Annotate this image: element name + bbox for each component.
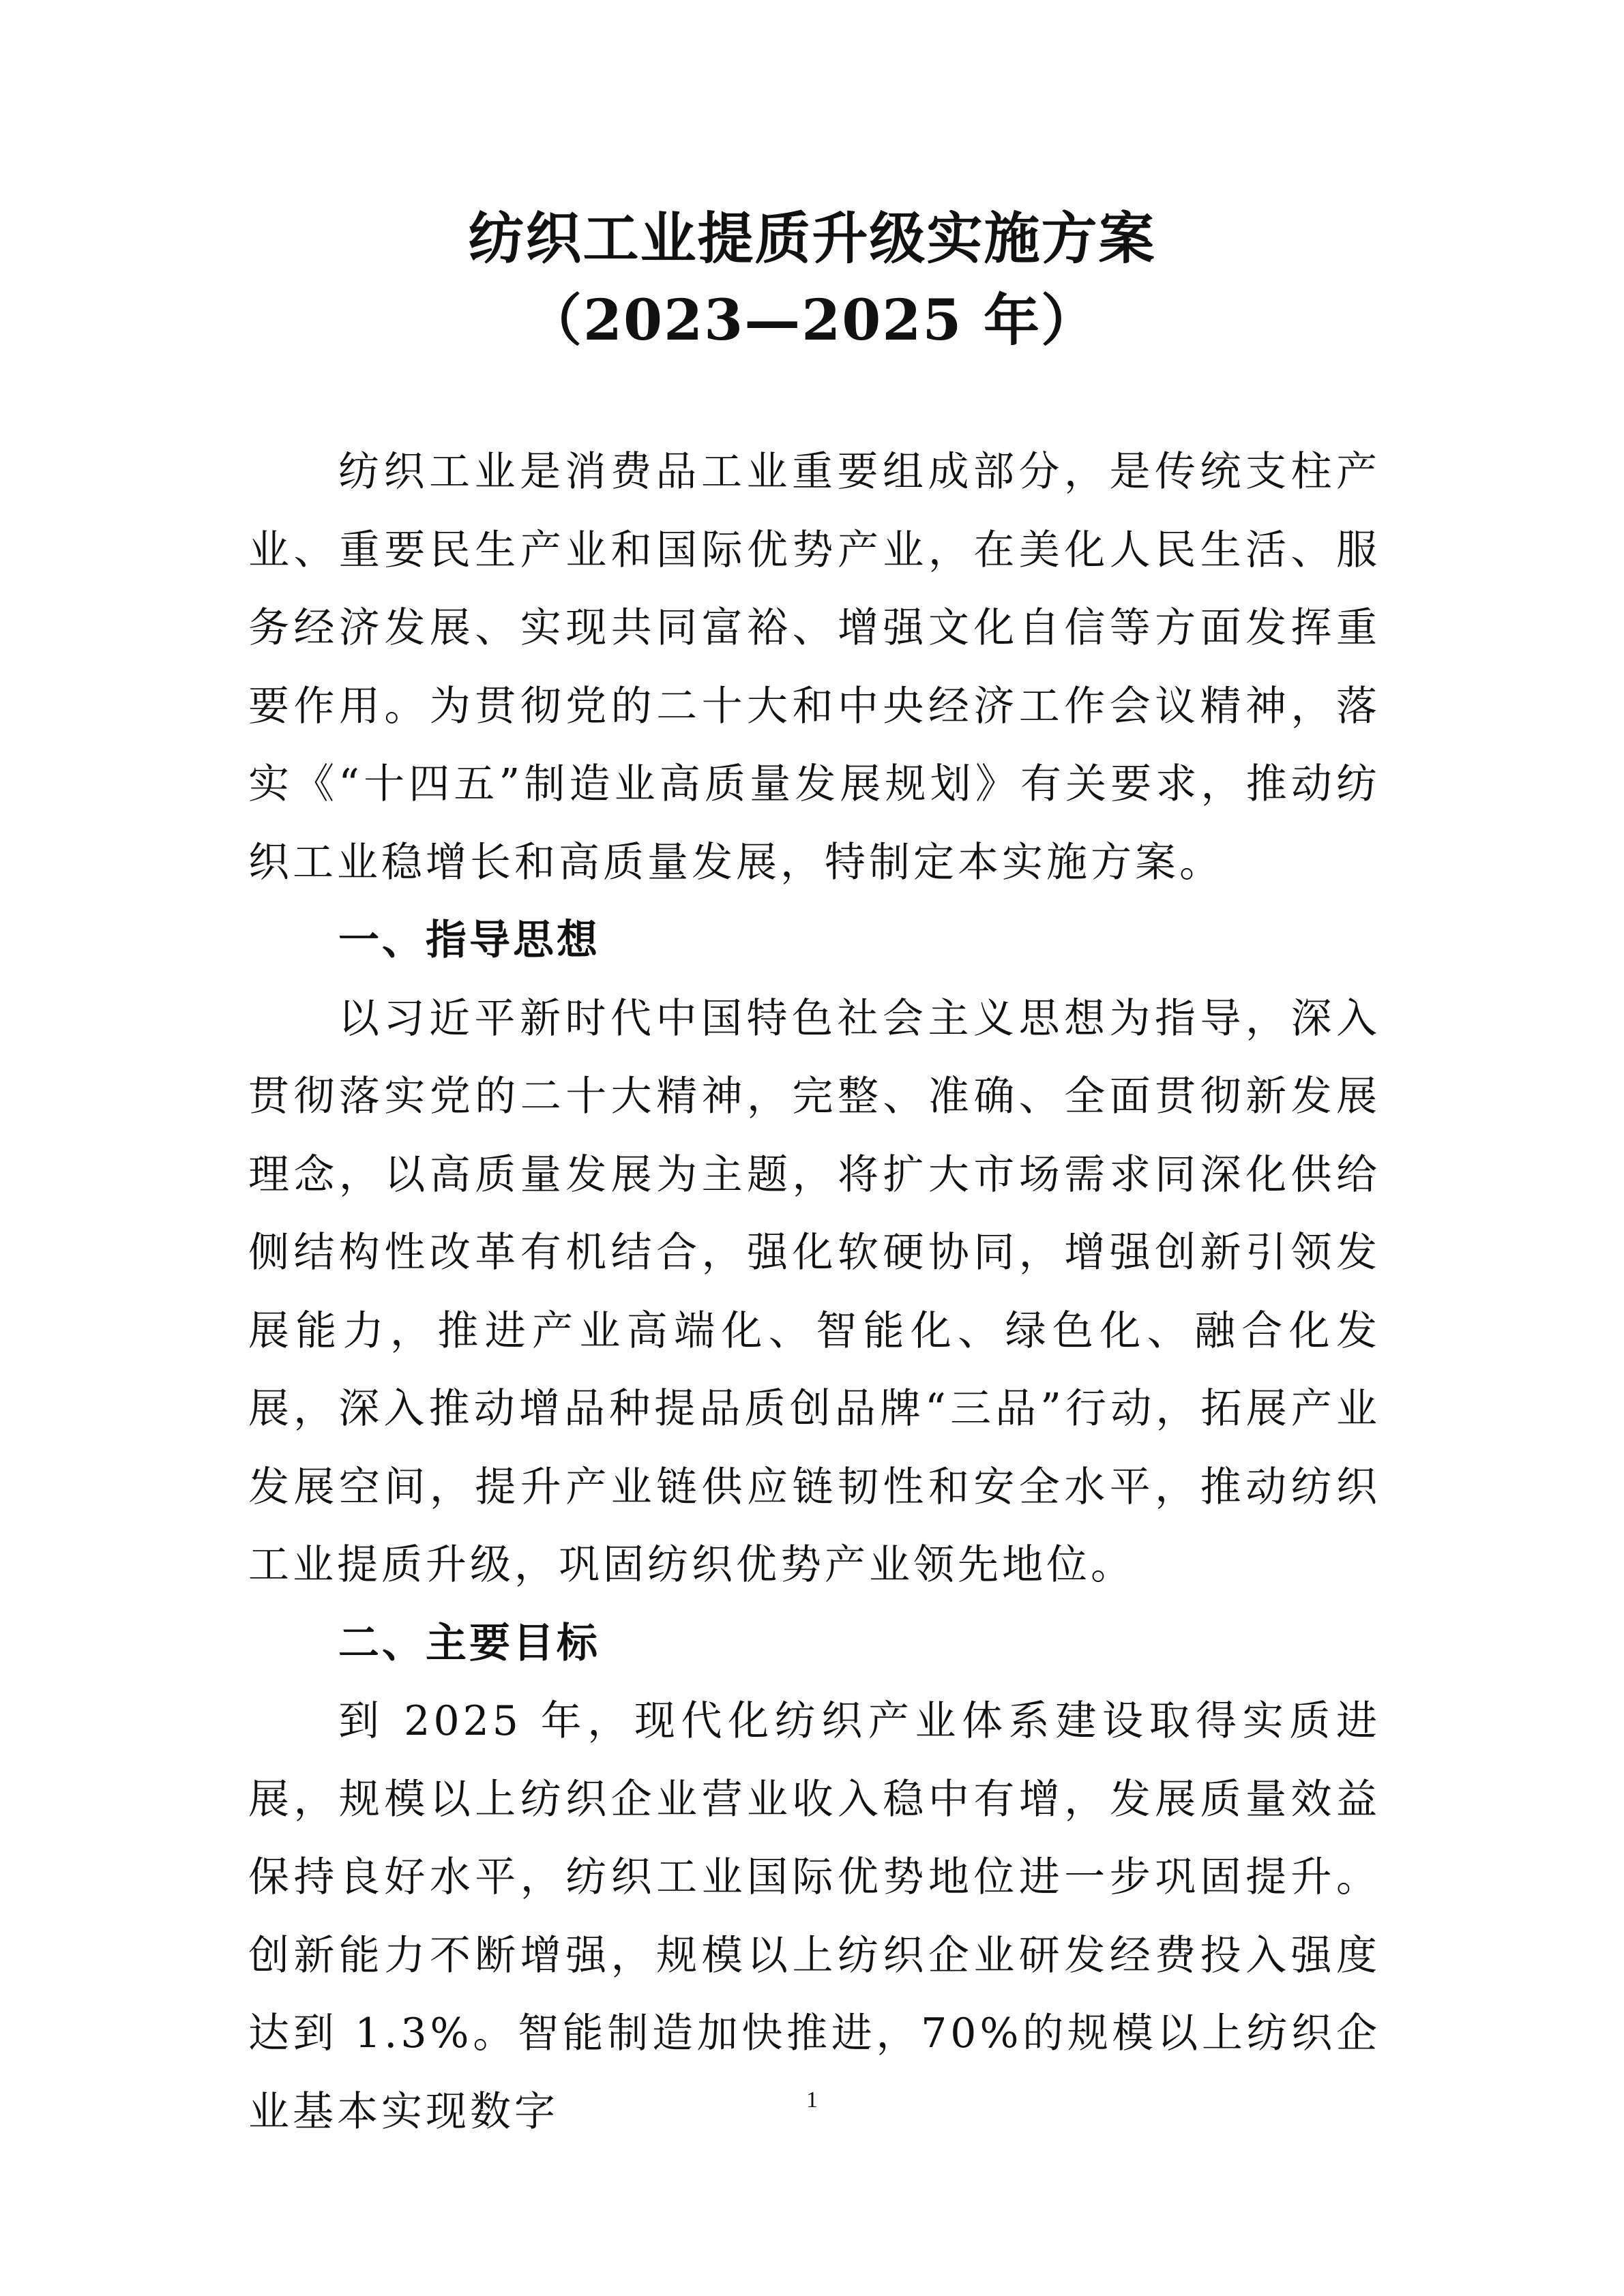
intro-paragraph: 纺织工业是消费品工业重要组成部分，是传统支柱产业、重要民生产业和国际优势产业，在美化人民生活、服务经济发展、实现共同富裕、增强文化自信等方面发挥重要作用。为贯彻党的二十大和中央经济工作会议精神，落实《“十四五”制造业高质量发展规划》有关要求，推动纺织工业稳增长和高质量发展，特制定本实施方案。 [248, 448, 1381, 886]
document-body [248, 433, 1381, 2151]
section-heading-main-goals: 二、主要目标 [338, 1619, 600, 1667]
document-title: 纺织工业提质升级实施方案 [468, 206, 1156, 271]
page-number: 1 [806, 2087, 818, 2113]
section-heading-guiding-ideology: 一、指导思想 [338, 916, 600, 964]
section-paragraph-main-goals: 到 2025 年，现代化纺织产业体系建设取得实质进展，规模以上纺织企业营业收入稳中有增，发展质量效益保持良好水平，纺织工业国际优势地位进一步巩固提升。创新能力不断增强，规模以上纺织企业研发经费投入强度达到 1.3%。智能制造加快推进，70%的规模以上纺织企业基本实现数字 [248, 1697, 1381, 2136]
document-subtitle: （2023—2025 年） [526, 288, 1098, 353]
title-block [0, 198, 1624, 361]
section-paragraph-guiding-ideology: 以习近平新时代中国特色社会主义思想为指导，深入贯彻落实党的二十大精神，完整、准确、全面贯彻新发展理念，以高质量发展为主题，将扩大市场需求同深化供给侧结构性改革有机结合，强化软硬协同，增强创新引领发展能力，推进产业高端化、智能化、绿色化、融合化发展，深入推动增品种提品质创品牌“三品”行动，拓展产业发展空间，提升产业链供应链韧性和安全水平，推动纺织工业提质升级，巩固纺织优势产业领先地位。 [248, 994, 1381, 1589]
